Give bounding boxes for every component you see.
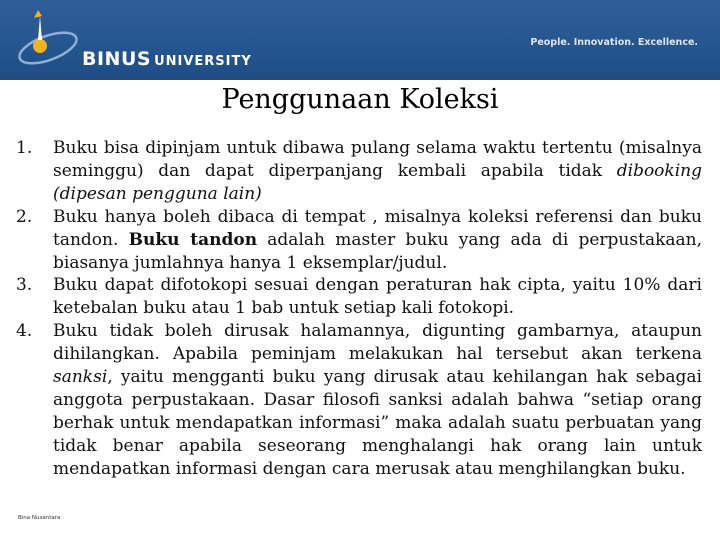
item-bold: Buku tandon <box>128 229 258 250</box>
item-number: 4. <box>16 321 33 342</box>
rules-list <box>16 137 702 481</box>
header-banner <box>0 0 720 80</box>
list-item <box>16 137 702 206</box>
list-item <box>16 206 702 275</box>
brand-name: BINUS <box>82 48 152 70</box>
binus-logo-icon <box>12 10 92 74</box>
item-text: Buku hanya boleh dibaca di tempat , misalnya koleksi referensi dan buku tandon. <box>53 206 702 250</box>
item-text: , yaitu mengganti buku yang dirusak atau kehilangan hak sebagai anggota perpustakaan. Dasar filosofi sanksi adalah bahwa “setiap orang berhak untuk mendapatkan informasi” maka adalah suatu perbuatan yang tidak benar apabila seseorang menghalangi hak orang lain untuk mendapatkan informasi dengan cara merusak atau menghilangkan buku. <box>53 367 702 479</box>
item-text: Buku bisa dipinjam untuk dibawa pulang selama waktu tertentu (misalnya seminggu) dan dapat diperpanjang kembali apabila tidak <box>53 138 702 181</box>
item-italic: sanksi <box>53 367 108 388</box>
item-text: adalah master buku yang ada di perpustakaan, biasanya jumlahnya hanya 1 eksemplar/judul. <box>53 229 702 273</box>
item-number: 3. <box>16 275 33 296</box>
item-italic: dibooking (dipesan pengguna lain) <box>53 160 702 204</box>
list-item <box>16 320 702 480</box>
brand-suffix: UNIVERSITY <box>154 54 252 69</box>
footer-note: Bina Nusantara <box>18 515 61 521</box>
item-text: Buku tidak boleh dirusak halamannya, digunting gambarnya, ataupun dihilangkan. Apabila peminjam melakukan hal tersebut akan terkena <box>53 321 702 365</box>
list-item <box>16 274 702 320</box>
tagline: People. Innovation. Excellence. <box>530 37 698 48</box>
item-text: Buku dapat difotokopi sesuai dengan peraturan hak cipta, yaitu 10% dari ketebalan buku atau 1 bab untuk setiap kali fotokopi. <box>53 275 702 319</box>
brand-logo-text <box>82 48 252 70</box>
slide-title: Penggunaan Koleksi <box>221 84 499 115</box>
item-number: 2. <box>16 206 33 227</box>
item-number: 1. <box>16 138 33 158</box>
